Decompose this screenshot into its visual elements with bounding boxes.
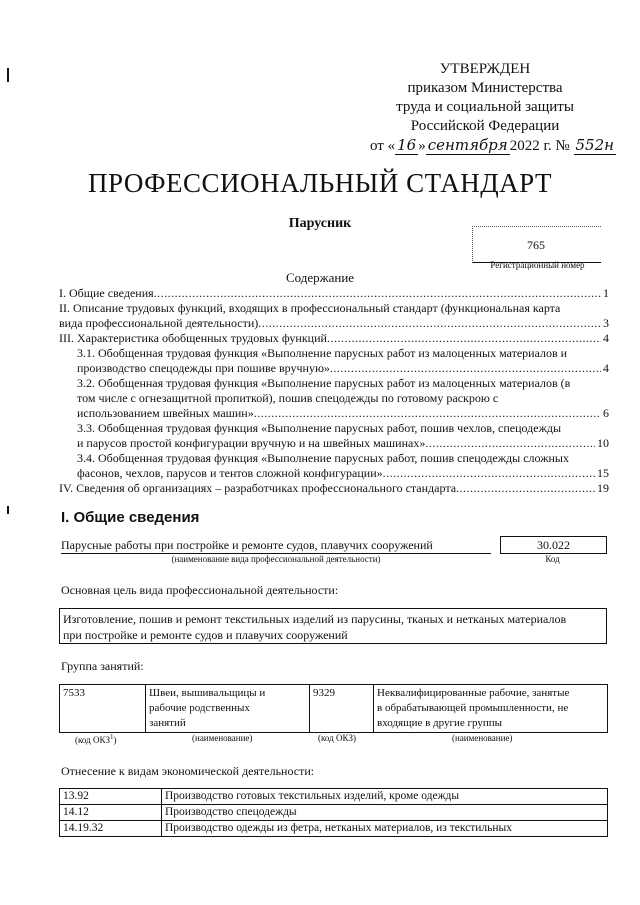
- activity-kind-label: (наименование вида профессиональной деятельности): [171, 554, 381, 564]
- toc-item[interactable]: IV. Сведения об организациях – разработчиках профессионального стандарта ..... 19: [59, 481, 609, 496]
- group-heading: Группа занятий:: [61, 659, 144, 673]
- registration-label: Регистрационный номер: [490, 260, 585, 270]
- table-row: [60, 805, 608, 821]
- contents-heading: Содержание: [285, 270, 355, 285]
- approval-line: Российской Федерации: [410, 118, 560, 134]
- group-label-name1: (наименование): [192, 733, 253, 743]
- eco-heading: Отнесение к видам экономической деятельности:: [61, 764, 315, 778]
- okved-name-cell: Производство готовых текстильных изделий, кроме одежды: [162, 789, 608, 805]
- okz-name-cell: Неквалифицированные рабочие, занятые в обрабатывающей промышленности, не входящие в другие группы: [374, 685, 608, 733]
- okved-name-cell: Производство спецодежды: [162, 805, 608, 821]
- toc-item[interactable]: III. Характеристика обобщенных трудовых функций ..... 4: [59, 331, 609, 346]
- toc-item[interactable]: 3.1. Обобщенная трудовая функция «Выполнение парусных работ из малоценных материалов и производство спецодежды при пошиве вручную» ..... 4: [59, 346, 609, 376]
- approval-line: приказом Министерства: [407, 80, 563, 96]
- section-heading: I. Общие сведения: [61, 509, 200, 526]
- activity-kind-value: Парусные работы при постройке и ремонте судов, плавучих сооружений: [61, 538, 491, 554]
- toc-item[interactable]: 3.3. Обобщенная трудовая функция «Выполнение парусных работ, пошив чехлов, спецодежды и парусов простой конфигурации вручную и на швейных машинах» ..... 10: [59, 421, 609, 451]
- handwritten-day: 16: [397, 136, 417, 154]
- registration-number: 765: [527, 238, 545, 252]
- goal-line: при постройке и ремонте судов и плавучих сооружений: [63, 628, 348, 642]
- activity-code-label: Код: [545, 554, 560, 564]
- group-label-code1: (код ОКЗ$^1$): [75, 733, 117, 745]
- okved-code-cell: 14.19.32: [60, 821, 162, 837]
- table-row: [60, 789, 608, 805]
- toc-item[interactable]: 3.2. Обобщенная трудовая функция «Выполнение парусных работ из малоценных материалов (в том числе с огнезащитной пропиткой), пошив спецодежды по готовому раскрою с использованием швейных машин» ..... 6: [59, 376, 609, 421]
- handwritten-number: 552н: [575, 136, 615, 154]
- okz-code-cell: 9329: [310, 685, 374, 733]
- occupation-group-table: [59, 684, 608, 733]
- goal-heading: Основная цель вида профессиональной деятельности:: [61, 583, 339, 597]
- economic-activity-table: [59, 788, 608, 837]
- toc-item[interactable]: I. Общие сведения ..... 1: [59, 286, 609, 301]
- approval-line: труда и социальной защиты: [396, 99, 574, 115]
- handwritten-month: сентября: [427, 136, 508, 154]
- table-row: [60, 821, 608, 837]
- toc-item[interactable]: II. Описание трудовых функций, входящих в профессиональный стандарт (функциональная карта вида профессиональной деятельности) ..... 3: [59, 301, 609, 331]
- group-label-code2: (код ОКЗ): [318, 733, 356, 743]
- goal-line: Изготовление, пошив и ремонт текстильных изделий из парусины, тканых и нетканых материалов: [63, 612, 567, 626]
- profession-name: Парусник: [288, 216, 352, 231]
- toc-item[interactable]: 3.4. Обобщенная трудовая функция «Выполнение парусных работ, пошив спецодежды сложных фасонов, чехлов, парусов и тентов сложной конфигурации» ..... 15: [59, 451, 609, 481]
- table-of-contents: [59, 286, 609, 496]
- document-title: ПРОФЕССИОНАЛЬНЫЙ СТАНДАРТ: [87, 168, 553, 198]
- approval-date: от « 16 » сентября 2022 г. № 552н: [370, 136, 615, 154]
- goal-box: [59, 608, 607, 644]
- approval-line: УТВЕРЖДЕН: [439, 61, 531, 77]
- okved-name-cell: Производство одежды из фетра, нетканых материалов, из текстильных: [162, 821, 608, 837]
- okz-code-cell: 7533: [60, 685, 146, 733]
- okved-code-cell: 13.92: [60, 789, 162, 805]
- okved-code-cell: 14.12: [60, 805, 162, 821]
- binding-mark: [7, 68, 9, 82]
- activity-code-value: 30.022: [500, 536, 607, 554]
- table-row: [60, 685, 608, 733]
- approval-block: [370, 60, 615, 156]
- group-label-name2: (наименование): [452, 733, 513, 743]
- binding-mark: [7, 506, 9, 514]
- okz-name-cell: Швеи, вышивальщицы и рабочие родственных занятий: [146, 685, 310, 733]
